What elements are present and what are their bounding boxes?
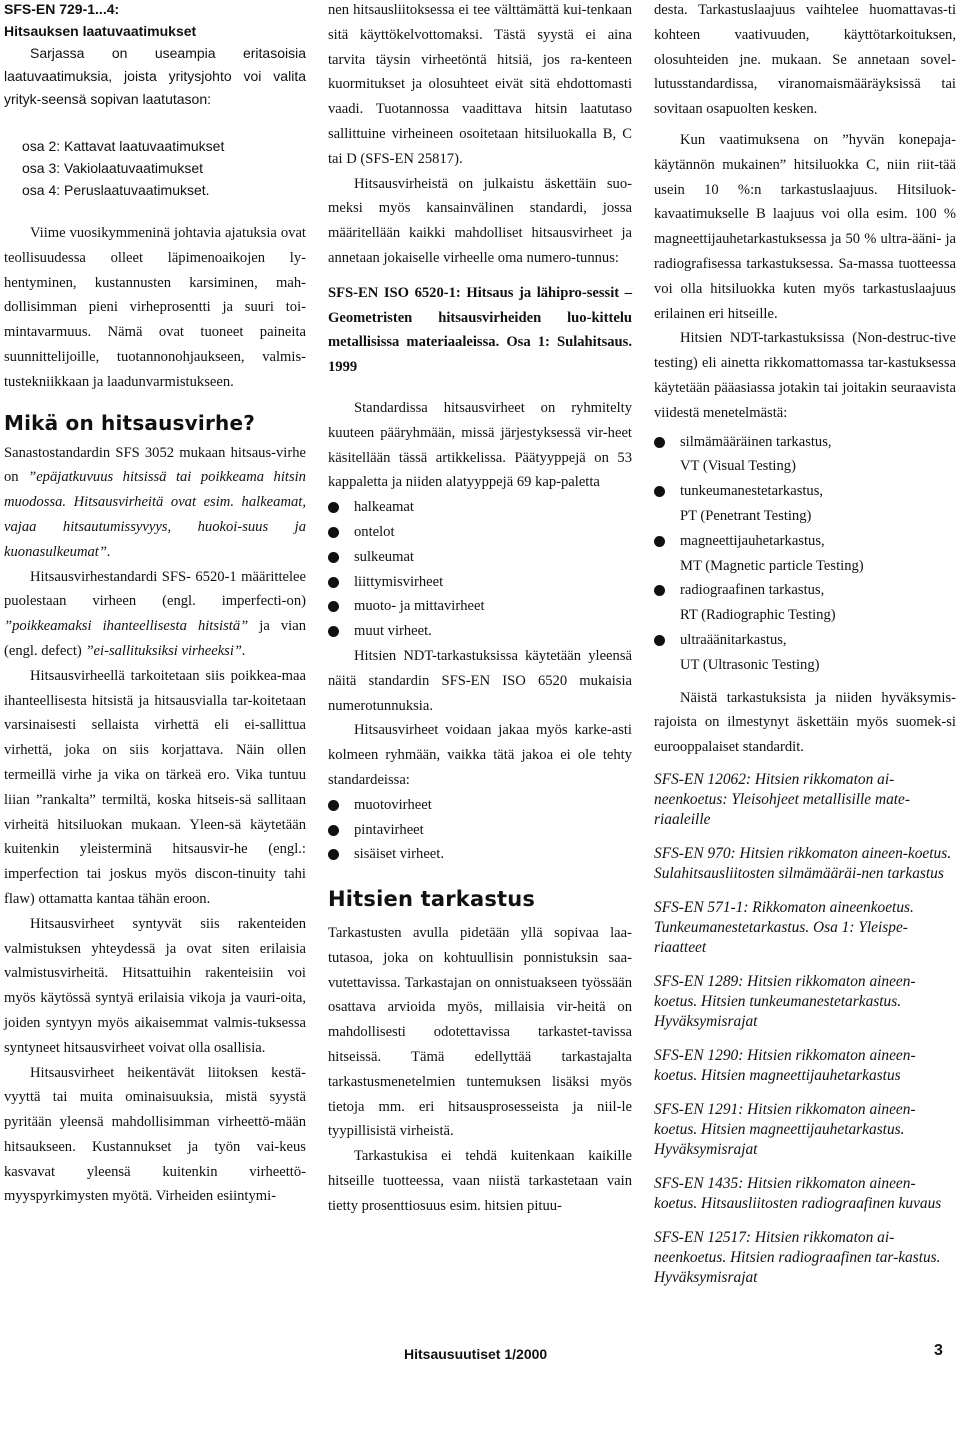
list-item-label: halkeamat (354, 499, 414, 516)
method-name: ultraäänitarkastus, (680, 631, 787, 648)
list-item-label: pintavirheet (354, 821, 424, 838)
paragraph: desta. Tarkastuslaajuus vaihtelee huomattavas-ti kohteen vaativuuden, käyttötarkoituksen, olosuhteiden jne. mukaan. Se annetaan sovel-lutusstandardissa, viranomaismääräyksissä tai sovitaan osapuolten kesken. (654, 2, 956, 118)
page-number: 3 (934, 1342, 943, 1359)
bullet-icon (328, 626, 339, 637)
standard-item: SFS-EN 1290: Hitsien rikkomaton aineen-koetus. Hitsien magneettijauhetarkastus (654, 1046, 916, 1084)
section-title: SFS-EN 729-1...4: (4, 1, 120, 17)
paragraph: Hitsausvirheet heikentävät liitoksen kestä-vyyttä tai muita ominaisuuksia, mistä syystä pyritään yleensä mahdollisimman virheettö-mään hitsaukseen. Kustannukset ja työn vai-keus kasvavat yleensä kuitenkin virheettö-myyspyrkimysten myötä. Virheiden esiintymi- (4, 1064, 306, 1205)
heading-hitsien-tarkastus: Hitsien tarkastus (328, 887, 536, 912)
paragraph: Tarkastukisa ei tehdä kuitenkaan kaikille hitseille tuotteessa, vaan niistä tarkastetaan vain tietty prosenttiosuus esim. hitsien pituu- (328, 1148, 632, 1214)
standard-item: SFS-EN 1291: Hitsien rikkomaton aineen-koetus. Hitsien magneettijauhetarkastus. Hyväksymisrajat (654, 1100, 916, 1158)
method-abbreviation: UT (Ultrasonic Testing) (680, 656, 820, 673)
list-item (654, 430, 956, 480)
list-item (328, 818, 632, 843)
text-span: Sanastostandardin SFS 3052 mukaan hitsaus-virhe on (4, 444, 306, 486)
list-item (328, 495, 632, 520)
method-name: silmämääräinen tarkastus, (680, 433, 832, 450)
bullet-icon (328, 825, 339, 836)
standards-list (654, 770, 956, 1288)
list-item (654, 578, 956, 628)
list-item (328, 545, 632, 570)
list-item-label: ontelot (354, 523, 395, 540)
method-name: radiograafinen tarkastus, (680, 582, 825, 599)
paragraph: Standardissa hitsausvirheet on ryhmitelty kuuteen pääryhmään, missä järjestyksessä vir-heet käsitellään tässä artikkelissa. Päätyyppejä on 53 kappaletta ja niiden alatyyppejä 69 kap-paletta (328, 399, 632, 491)
quality-level-item: osa 2: Kattavat laatuvaatimukset (22, 138, 225, 154)
bullet-icon (328, 601, 339, 612)
standard-item: SFS-EN 1289: Hitsien rikkomaton aineen-koetus. Hitsien tunkeumanestetarkastus. Hyväksymisrajat (654, 972, 916, 1030)
paragraph: Näistä tarkastuksista ja niiden hyväksymis-rajoista on ilmestynyt äskettäin myös suomek-si eurooppalaiset standardit. (654, 689, 956, 756)
list-item-label: liittymisvirheet (354, 573, 444, 590)
paragraph (4, 565, 306, 664)
list-item (328, 793, 632, 818)
defect-groups-list (328, 495, 632, 644)
bullet-icon (654, 486, 665, 497)
text-span: ja vian (engl. defect) (4, 618, 306, 659)
bullet-icon (328, 800, 339, 811)
paragraph: Tarkastusten avulla pidetään yllä sopivaa laa-tutasoa, joka on kohtuullisin ponnistuksin saa-vutettavissa. Tarkastajan on onnistuakseen työssään osattava arvioida myös, millaisia vir-heitä on mahdollisesti odotettavissa tarkastet-tavissa hitseissä. Tämä edellyttää tarkastajalta tarkastusmenetelmien tuntemuksen lisäksi myös tietoja mm. eri hitsausprosesseista ja niil-le tyypillisistä virheistä. (328, 925, 632, 1140)
footer-publication: Hitsausuutiset 1/2000 (404, 1346, 548, 1362)
lead-paragraph: Sarjassa on useampia eritasoisia laatuvaatimuksia, joista yritysjohto voi valita yrityk-seensä sopivan laatutason: (4, 45, 306, 107)
definition-quote: ”ei-sallituksiksi virheeksi”. (85, 642, 246, 659)
standard-reference: SFS-EN ISO 6520-1: Hitsaus ja lähipro-sessit – Geometristen hitsausvirheiden luo-kittelu metallisissa materiaaleissa. Osa 1: Sulahitsaus. 1999 (328, 284, 632, 376)
bullet-icon (654, 585, 665, 596)
list-item (328, 570, 632, 595)
paragraph: Hitsausvirheellä tarkoitetaan siis poikkea-maa ihanteellisesta hitsistä ja hitsausvialla tar-koitetaan varsinaisesti sellaista virhettä eli ei-sallittua virhettä, joka on siis korjattava. Näin ollen termeillä virhe ja vika on tärkeä ero. Vika tuntuu liian ”rankalta” termiltä, koska hitseis-sä sallitaan virheitä hitsiluokan mukaan. Yleen-sä käytetään kuitenkin yleisterminä hitsausvir-he (engl.: imperfection tai joskus myös discon-tinuity tahi flaw) ottamatta kantaa tähän eroon. (4, 667, 306, 907)
ndt-methods-list (654, 430, 956, 678)
standard-item: SFS-EN 1435: Hitsien rikkomaton aineen-koetus. Hitsausliitosten radiograafinen kuvaus (654, 1174, 942, 1212)
list-item (654, 529, 956, 579)
list-item (654, 628, 956, 678)
list-item-label: muut virheet. (354, 623, 432, 640)
list-item (328, 619, 632, 644)
paragraph: Kun vaatimuksena on ”hyvän konepaja-käytännön mukainen” hitsiluokka C, niin riit-tää usein 10 %:n tarkastuslaajuus. Hitsiluok-kavaatimukselle B laajuus voi olla esim. 100 % magneettijauhetarkastuksessa ja 50 % ultra-ääni- ja radiografisessa tarkastuksessa. Sa-massa tuotteessa voi olla hitsiluokka kuten myös tarkastuslaajuus erilainen eri hitseille. (654, 131, 956, 322)
standard-item: SFS-EN 12517: Hitsien rikkomaton ai-neenkoetus. Hitsien radiograafinen tar-kastus. Hyväksymisrajat (654, 1228, 941, 1286)
bullet-icon (328, 502, 339, 513)
heading-mika-on-hitsausvirhe: Mikä on hitsausvirhe? (4, 410, 256, 435)
method-abbreviation: RT (Radiographic Testing) (680, 607, 836, 624)
standard-item: SFS-EN 970: Hitsien rikkomaton aineen-koetus. Sulahitsausliitosten silmämääräi-nen tarkastus (654, 844, 952, 882)
paragraph: Hitsausvirheistä on julkaistu äskettäin suo-meksi myös kansainvälinen standardi, jossa määritellään kaikki mahdolliset hitsausvirheet ja annetaan jokaiselle virheelle oma numero-tunnus: (328, 175, 632, 266)
bullet-icon (654, 536, 665, 547)
method-abbreviation: MT (Magnetic particle Testing) (680, 557, 864, 574)
list-item-label: sulkeumat (354, 548, 414, 565)
definition-quote: ”poikkeamaksi ihanteellisesta hitsistä” (4, 618, 249, 635)
method-name: tunkeumanestetarkastus, (680, 483, 824, 500)
method-name: magneettijauhetarkastus, (680, 532, 825, 549)
bullet-icon (328, 552, 339, 563)
list-item (328, 520, 632, 545)
paragraph: Hitsien NDT-tarkastuksissa (Non-destruc-tive testing) eli ainetta rikkomattomassa tar-kastuksessa käytetään pääasiassa jotakin tai joitakin seuraavista viidestä menetelmästä: (654, 330, 956, 421)
list-item-label: muotovirheet (354, 796, 432, 813)
bullet-icon (328, 527, 339, 538)
bullet-icon (654, 635, 665, 646)
list-item-label: muoto- ja mittavirheet (354, 598, 485, 615)
paragraph: nen hitsausliitoksessa ei tee välttämättä kui-tenkaan sitä käyttökelvottomaksi. Tästä syystä ei aina tarvita täysin virheetöntä hitsiä, jos ra-kenteen kuormitukset ja olosuhteet eivät sitä ehdottomasti vaadi. Tuotannossa vaadittava hitsin laatutaso sallittuine virheineen osoitetaan hitsiluokalla B, C tai D (SFS-EN 25817). (328, 2, 632, 167)
definition-quote: ”epäjatkuvuus hitsissä tai poikkeama hitsin muodossa. Hitsausvirheitä ovat esim. halkeamat, vajaa hitsautumissyvyys, huokoi-suus ja kuonasulkeumat”. (4, 469, 306, 560)
paragraph (4, 441, 306, 565)
bullet-icon (328, 849, 339, 860)
text-span: Hitsausvirhestandardi SFS- 6520-1 määrittelee puolestaan virheen (engl. imperfecti-on) (4, 568, 306, 610)
column-3 (654, 0, 956, 1288)
list-item (328, 842, 632, 867)
defect-rough-groups-list (328, 793, 632, 867)
column-1 (4, 0, 306, 1209)
standard-item: SFS-EN 12062: Hitsien rikkomaton ai-neenkoetus: Yleisohjeet metallisille mate-riaaleille (654, 770, 911, 828)
list-item (328, 594, 632, 619)
method-abbreviation: PT (Penetrant Testing) (680, 507, 812, 524)
list-item-label: sisäiset virheet. (354, 846, 444, 863)
method-abbreviation: VT (Visual Testing) (680, 458, 796, 475)
paragraph: Hitsausvirheet syntyvät siis rakenteiden valmistuksen yhteydessä ja ovat siten erilaisia valmistusvirheitä. Hitsattuihin rakenteisiin voi myös käytössä syntyä erilaisia vikoja ja vauri-oita, joiden syntyyn myös aikaisemmat valmis-tuksessa syntyneet hitsausvirheet voivat olla osallisia. (4, 915, 306, 1056)
quality-levels (4, 135, 306, 201)
bullet-icon (328, 577, 339, 588)
column-2 (328, 0, 632, 1219)
section-subtitle: Hitsauksen laatuvaatimukset (4, 23, 197, 39)
paragraph: Hitsausvirheet voidaan jakaa myös karke-asti kolmeen ryhmään, vaikka tätä jakoa ei ole tehty standardeissa: (328, 722, 632, 788)
quality-level-item: osa 3: Vakiolaatuvaatimukset (22, 160, 204, 176)
bullet-icon (654, 437, 665, 448)
paragraph: Viime vuosikymmeninä johtavia ajatuksia ovat teollisuudessa olleet läpimenoaikojen ly-hentyminen, kustannusten karsiminen, mah-dollisimman pieni virheprosentti ja suuri toi-mintavarmuus. Nämä ovat tuoneet paineita suunnittelijoille, tuotannonohjaukseen, valmis-tustekniikkaan ja laadunvarmistukseen. (4, 225, 306, 390)
list-item (654, 479, 956, 529)
standard-item: SFS-EN 571-1: Rikkomaton aineenkoetus. Tunkeumanestetarkastus. Osa 1: Yleispe-riaatteet (654, 898, 914, 956)
paragraph: Hitsien NDT-tarkastuksissa käytetään yleensä näitä standardin SFS-EN ISO 6520 mukaisia numerotunnuksia. (328, 647, 632, 714)
quality-level-item: osa 4: Peruslaatuvaatimukset. (22, 182, 210, 198)
